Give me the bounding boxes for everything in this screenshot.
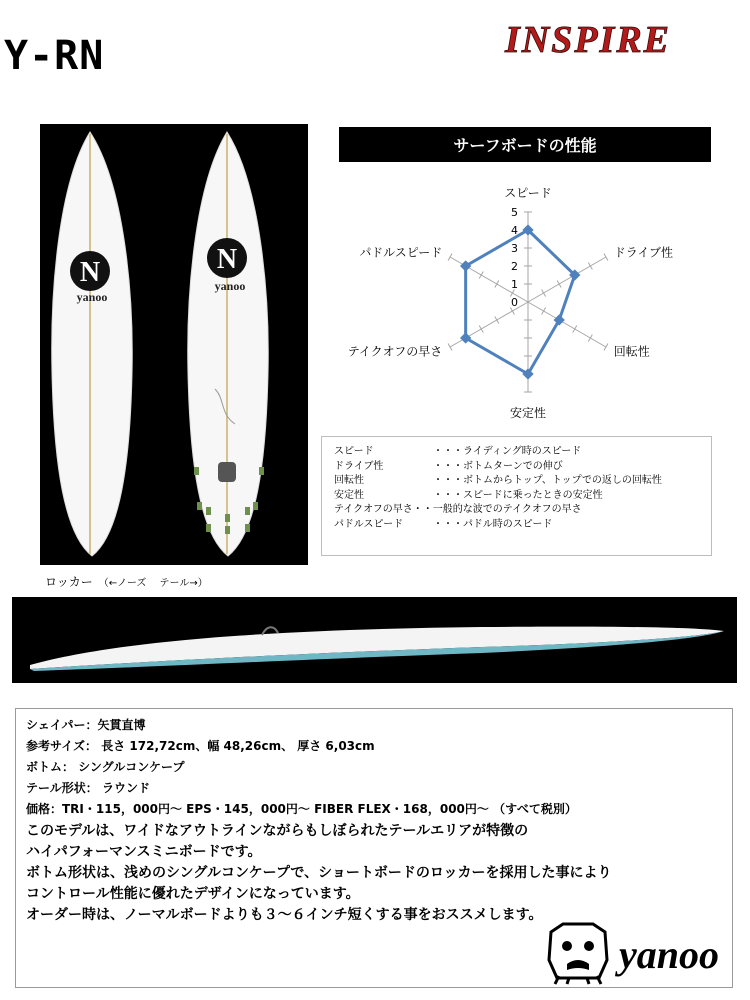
spec-tail: テール形状： ラウンド	[26, 781, 150, 795]
spec-shaper: シェイパー：矢貫直博	[26, 718, 146, 732]
radar-tick-mark	[448, 344, 452, 351]
legend-row-speed	[322, 445, 711, 460]
radar-series-line	[466, 230, 575, 374]
description-line: ハイパフォーマンスミニボードです。	[26, 844, 262, 860]
radar-tick-mark	[448, 254, 452, 261]
radar-tick-mark	[479, 272, 483, 279]
radar-tick-mark	[495, 317, 499, 324]
performance-title: サーフボードの性能	[339, 127, 711, 162]
bulldog-icon	[549, 924, 607, 984]
legend-desc: ・・・パドル時のスピード	[433, 518, 553, 530]
radar-axis-label: 安定性	[509, 406, 547, 420]
radar-axis-label: 回転性	[613, 344, 650, 359]
radar-scale-label: 3	[511, 242, 518, 255]
legend-row-turn	[322, 474, 711, 489]
legend-row-takeoff	[322, 503, 711, 518]
yanoo-deck-text: yanoo	[76, 290, 108, 304]
performance-radar-chart	[328, 180, 728, 420]
spec-price: 価格：TRI・115，000円～ EPS・145，000円～ FIBER FLEX・168，000円～ （すべて税別）	[26, 802, 577, 816]
rocker-direction: （←ノーズ テール→）	[98, 578, 208, 589]
radar-axis-label: ドライブ性	[613, 245, 674, 260]
legend-term: 安定性	[334, 489, 364, 501]
radar-tick-mark	[542, 308, 546, 315]
legend-row-paddle	[322, 518, 711, 533]
radar-tick-mark	[573, 326, 577, 333]
inspire-logo-text: INSPIRE	[504, 19, 672, 58]
legend-desc: ・・・ライディング時のスピード	[433, 446, 582, 457]
legend-row-drive	[322, 460, 711, 475]
legend-desc: ・・・ボトムからトップ、トップでの返しの回転性	[433, 475, 662, 487]
legend-term: 回転性	[334, 475, 364, 487]
bulldog-mini-logo	[218, 462, 236, 482]
radar-tick-mark	[588, 335, 592, 342]
spec-bottom: ボトム： シングルコンケープ	[26, 760, 185, 774]
rocker-caption	[45, 573, 208, 590]
yanoo-bottom-text: yanoo	[214, 279, 246, 293]
inspire-logo	[472, 18, 704, 58]
model-title: Y-RN	[4, 33, 105, 79]
yanoo-logo-text: yanoo	[619, 932, 719, 977]
rocker-photo	[12, 597, 737, 683]
legend-desc: ・・・ボトムターンでの伸び	[433, 460, 563, 472]
radar-scale-label: 5	[511, 206, 518, 219]
radar-axis-label: スピード	[504, 186, 552, 200]
description-line: このモデルは、ワイドなアウトラインながらもしぼられたテールエリアが特徴の	[26, 823, 529, 839]
n-logo-letter: N	[79, 257, 101, 288]
radar-axis-label: パドルスピード	[359, 245, 443, 260]
radar-tick-mark	[479, 326, 483, 333]
radar-tick-mark	[588, 263, 592, 270]
radar-axis-line	[528, 302, 606, 347]
radar-scale-label: 4	[511, 224, 518, 237]
radar-tick-mark	[604, 254, 608, 261]
legend-row-stability	[322, 489, 711, 504]
rocker-label: ロッカー	[45, 575, 93, 589]
legend-term: スピード	[334, 446, 374, 457]
legend-term: テイクオフの早さ・・一般的な波でのテイクオフの早さ	[334, 504, 582, 516]
legend-term: パドルスピード	[334, 518, 404, 530]
legend-desc: ・・・スピードに乗ったときの安定性	[433, 489, 603, 501]
radar-tick-mark	[604, 344, 608, 351]
radar-tick-mark	[542, 290, 546, 297]
legend-term: ドライブ性	[334, 460, 384, 472]
description-line: ボトム形状は、浅めのシングルコンケープで、ショートボードのロッカーを採用した事により	[26, 865, 612, 881]
radar-scale-label: 0	[511, 296, 518, 309]
yanoo-logo	[545, 920, 735, 986]
board-photo	[40, 124, 308, 565]
spec-size: 参考サイズ： 長さ 172,72cm、幅 48,26cm、 厚さ 6,03cm	[26, 739, 375, 753]
radar-tick-mark	[557, 281, 561, 288]
description-line: オーダー時は、ノーマルボードよりも３～６インチ短くする事をおススメします。	[26, 907, 543, 923]
radar-scale-label: 2	[511, 260, 518, 273]
radar-tick-mark	[495, 281, 499, 288]
n-logo-letter-bottom: N	[216, 244, 238, 275]
radar-scale-label: 1	[511, 278, 518, 291]
performance-legend	[321, 436, 712, 556]
radar-axis-label: テイクオフの早さ	[347, 344, 443, 359]
description-line: コントロール性能に優れたデザインになっています。	[26, 886, 360, 902]
